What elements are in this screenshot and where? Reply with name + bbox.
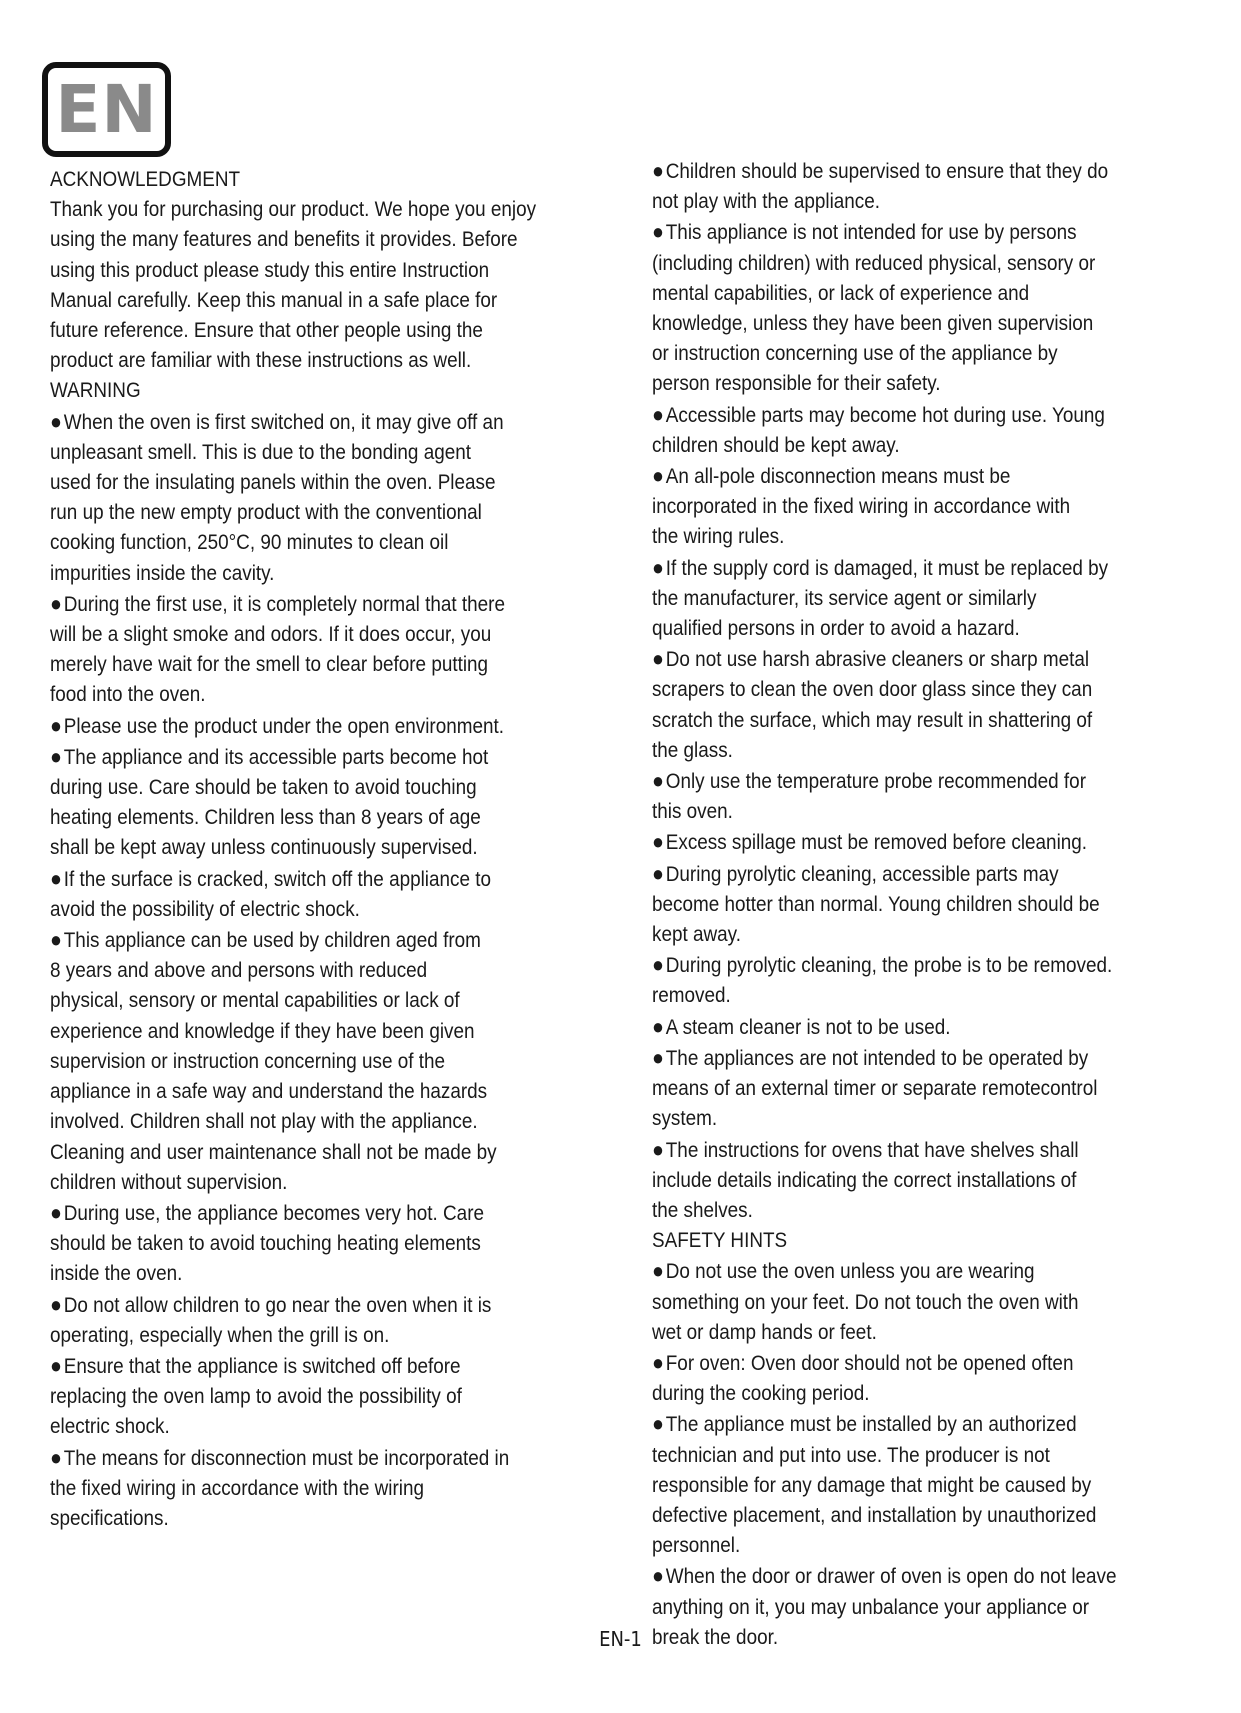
bullet-icon: ● [50,1444,62,1470]
bullet-text: This appliance is not intended for use by persons (including children) with reduced physical, sensory or mental capabilities, or lack of experience and knowledge, unless they have been given supervision or instruction concerning use of the appliance by person responsible for their safety. [652,221,1096,396]
bullet-text: The means for disconnection must be incorporated in the fixed wiring in accordance with the wiring specifications. [50,1446,510,1530]
bullet-icon: ● [50,1199,62,1225]
bullet-icon: ● [652,1136,664,1162]
bullet-item [652,461,1239,553]
bullet-icon: ● [652,401,664,427]
bullet-item [50,589,635,711]
bullet-item [50,925,635,1198]
bullet-text: The instructions for ovens that have shelves shall include details indicating the correct installations of the shelves. [652,1138,1079,1222]
bullet-item [652,950,1239,1011]
bullet-icon: ● [652,463,664,489]
language-badge: EN [42,62,171,157]
bullet-text: Do not use the oven unless you are wearing something on your feet. Do not touch the oven with wet or damp hands or feet. [652,1260,1079,1344]
bullet-icon: ● [652,1349,664,1375]
bullet-item [652,400,1239,461]
bullet-icon: ● [652,768,664,794]
bullet-icon: ● [50,1352,62,1378]
bullet-text: The appliances are not intended to be operated by means of an external timer or separate remotecontrol system. [652,1046,1098,1131]
bullet-icon: ● [50,927,62,953]
bullet-item [652,827,1239,858]
bullet-icon: ● [50,1291,62,1317]
bullet-item [652,1348,1239,1409]
bullet-text: The appliance must be installed by an authorized technician and put into use. The producer is not responsible for any damage that might be caused by defective placement, and installation by unauthorized personnel. [652,1413,1097,1558]
bullet-text: During pyrolytic cleaning, accessible parts may become hotter than normal. Young children should be kept away. [652,862,1100,947]
section-heading: WARNING [50,379,141,403]
bullet-text: Excess spillage must be removed before cleaning. [665,831,1088,855]
bullet-text: Do not use harsh abrasive cleaners or sharp metal scrapers to clean the oven door glass since they can scratch the surface, which may result in shattering of the glass. [652,648,1093,762]
bullet-text: Ensure that the appliance is switched off before replacing the oven lamp to avoid the possibility of electric shock. [50,1354,462,1439]
bullet-item [50,1443,635,1535]
bullet-text: Accessible parts may become hot during use. Young children should be kept away. [652,403,1105,457]
bullet-item [652,1135,1239,1227]
right-column [652,156,1239,1653]
bullet-icon: ● [652,1563,664,1589]
bullet-item [50,1351,635,1443]
bullet-item [652,1012,1239,1043]
left-column [50,165,635,1534]
bullet-text: When the oven is first switched on, it may give off an unpleasant smell. This is due to the bonding agent used for the insulating panels within the oven. Please run up the new empty product with the conventional cooking function, 250°C, 90 minutes to clean oil impurities inside the cavity. [50,410,504,585]
section-heading: SAFETY HINTS [652,1229,788,1253]
bullet-text: Only use the temperature probe recommended for this oven. [652,770,1086,824]
bullet-item [50,407,635,589]
bullet-icon: ● [652,158,664,183]
bullet-text: During use, the appliance becomes very hot. Care should be taken to avoid touching heating elements inside the oven. [50,1201,484,1286]
bullet-item [652,1256,1239,1348]
bullet-item [652,1043,1239,1135]
bullet-icon: ● [652,860,664,886]
bullet-text: Do not allow children to go near the oven when it is operating, especially when the grill is on. [50,1293,492,1347]
bullet-text: If the supply cord is damaged, it must be replaced by the manufacturer, its service agent or similarly qualified persons in order to avoid a hazard. [652,556,1109,641]
section-heading: ACKNOWLEDGMENT [50,168,241,191]
bullet-icon: ● [652,646,664,672]
bullet-text: During pyrolytic cleaning, the probe is to be removed. removed. [652,954,1113,1008]
bullet-text: A steam cleaner is not to be used. [665,1015,951,1039]
bullet-text: Please use the product under the open environment. [63,714,505,738]
bullet-icon: ● [652,1258,664,1284]
page-number: EN-1 [599,1627,642,1651]
bullet-item [652,553,1239,645]
bullet-text: The appliance and its accessible parts become hot during use. Care should be taken to avoid touching heating elements. Children less than 8 years of age shall be kept away unless continuously supervised. [50,745,489,860]
bullet-icon: ● [652,554,664,580]
bullet-icon: ● [652,952,664,978]
paragraph: Thank you for purchasing our product. We hope you enjoy using the many features and benefits it provides. Before using this product please study this entire Instruction Manual carefully. Keep this manual in a safe place for future reference. Ensure that other people using the product are familiar with these instructions as well. [50,198,537,373]
bullet-item [652,859,1239,951]
bullet-icon: ● [50,743,62,769]
bullet-text: For oven: Oven door should not be opened often during the cooking period. [652,1351,1074,1406]
bullet-text: When the door or drawer of oven is open do not leave anything on it, you may unbalance your appliance or break the door. [652,1565,1117,1649]
bullet-icon: ● [652,1411,664,1437]
bullet-item [50,1198,635,1290]
bullet-text: If the surface is cracked, switch off the appliance to avoid the possibility of electric shock. [50,867,491,921]
bullet-icon: ● [50,590,62,616]
bullet-item [50,742,635,864]
bullet-item [652,644,1239,766]
bullet-icon: ● [652,1044,664,1070]
bullet-icon: ● [50,712,62,738]
bullet-item [652,1409,1239,1561]
bullet-icon: ● [50,865,62,891]
bullet-text: An all-pole disconnection means must be incorporated in the fixed wiring in accordance with the wiring rules. [652,465,1071,549]
bullet-item [652,766,1239,827]
bullet-item [50,1290,635,1351]
bullet-icon: ● [652,219,664,245]
bullet-item [652,156,1239,217]
bullet-item [50,711,635,742]
bullet-text: During the first use, it is completely normal that there will be a slight smoke and odors. If it does occur, you merely have wait for the smell to clear before putting food into the oven. [50,592,505,707]
bullet-item [652,217,1239,399]
bullet-icon: ● [50,408,62,434]
bullet-text: Children should be supervised to ensure that they do not play with the appliance. [652,160,1109,214]
bullet-icon: ● [652,829,664,855]
bullet-text: This appliance can be used by children aged from 8 years and above and persons with reduced physical, sensory or mental capabilities or lack of experience and knowledge if they have been given supervision or instruction concerning use of the appliance in a safe way and understand the hazards involved. Children shall not play with the appliance. Cleaning and user maintenance shall not be made by children without supervision. [50,929,497,1194]
bullet-item [50,864,635,925]
bullet-icon: ● [652,1013,664,1039]
